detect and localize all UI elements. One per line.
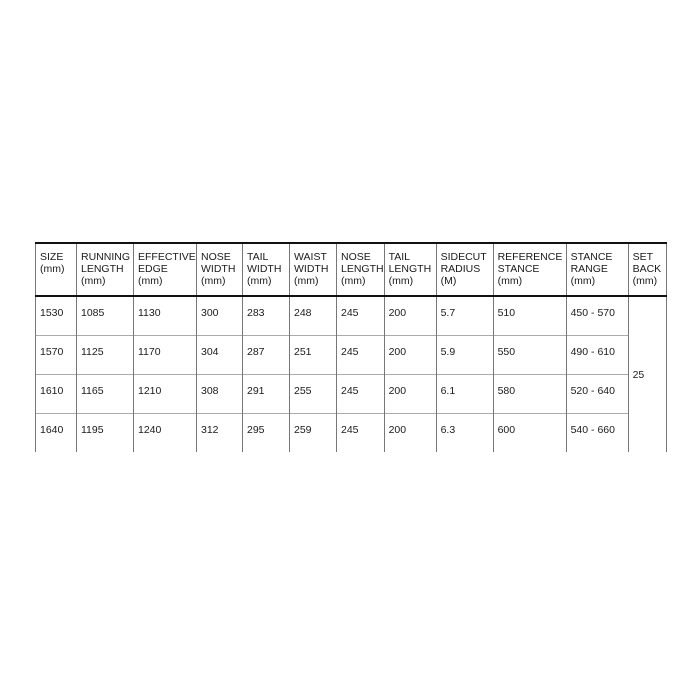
cell-stance-range: 490 - 610 [566, 335, 628, 374]
cell-running-length: 1085 [77, 296, 134, 335]
cell-stance-range: 450 - 570 [566, 296, 628, 335]
cell-tail-length: 200 [384, 413, 436, 452]
cell-nose-width: 300 [197, 296, 243, 335]
header-tail-length: TAIL LENGTH (mm) [384, 243, 436, 296]
cell-nose-width: 304 [197, 335, 243, 374]
header-waist-width: WAIST WIDTH (mm) [290, 243, 337, 296]
cell-reference-stance: 600 [493, 413, 566, 452]
cell-size: 1570 [36, 335, 77, 374]
header-nose-length: NOSE LENGTH (mm) [337, 243, 385, 296]
cell-reference-stance: 510 [493, 296, 566, 335]
header-set-back: SET BACK (mm) [628, 243, 666, 296]
cell-running-length: 1195 [77, 413, 134, 452]
cell-tail-length: 200 [384, 296, 436, 335]
cell-waist-width: 259 [290, 413, 337, 452]
table-row [36, 335, 667, 374]
header-running-length: RUNNING LENGTH (mm) [77, 243, 134, 296]
cell-nose-length: 245 [337, 374, 385, 413]
cell-tail-width: 295 [243, 413, 290, 452]
header-row [36, 243, 667, 296]
cell-sidecut-radius: 5.9 [436, 335, 493, 374]
table-row [36, 296, 667, 335]
cell-set-back: 25 [628, 296, 666, 452]
header-size: SIZE (mm) [36, 243, 77, 296]
cell-running-length: 1165 [77, 374, 134, 413]
cell-tail-width: 291 [243, 374, 290, 413]
cell-effective-edge: 1240 [134, 413, 197, 452]
header-effective-edge: EFFECTIVE EDGE (mm) [134, 243, 197, 296]
cell-waist-width: 255 [290, 374, 337, 413]
cell-size: 1530 [36, 296, 77, 335]
cell-effective-edge: 1170 [134, 335, 197, 374]
cell-stance-range: 520 - 640 [566, 374, 628, 413]
table-row [36, 374, 667, 413]
cell-nose-width: 312 [197, 413, 243, 452]
header-tail-width: TAIL WIDTH (mm) [243, 243, 290, 296]
cell-sidecut-radius: 6.3 [436, 413, 493, 452]
cell-tail-width: 283 [243, 296, 290, 335]
cell-stance-range: 540 - 660 [566, 413, 628, 452]
table-row [36, 413, 667, 452]
cell-tail-length: 200 [384, 374, 436, 413]
cell-nose-length: 245 [337, 413, 385, 452]
cell-sidecut-radius: 5.7 [436, 296, 493, 335]
cell-waist-width: 251 [290, 335, 337, 374]
header-sidecut-radius: SIDECUT RADIUS (M) [436, 243, 493, 296]
header-stance-range: STANCE RANGE (mm) [566, 243, 628, 296]
cell-reference-stance: 550 [493, 335, 566, 374]
cell-effective-edge: 1210 [134, 374, 197, 413]
cell-running-length: 1125 [77, 335, 134, 374]
cell-size: 1610 [36, 374, 77, 413]
cell-tail-length: 200 [384, 335, 436, 374]
cell-sidecut-radius: 6.1 [436, 374, 493, 413]
cell-size: 1640 [36, 413, 77, 452]
cell-nose-length: 245 [337, 296, 385, 335]
header-reference-stance: REFERENCE STANCE (mm) [493, 243, 566, 296]
cell-reference-stance: 580 [493, 374, 566, 413]
cell-nose-length: 245 [337, 335, 385, 374]
cell-waist-width: 248 [290, 296, 337, 335]
cell-tail-width: 287 [243, 335, 290, 374]
snowboard-spec-table [35, 242, 667, 452]
cell-effective-edge: 1130 [134, 296, 197, 335]
header-nose-width: NOSE WIDTH (mm) [197, 243, 243, 296]
cell-nose-width: 308 [197, 374, 243, 413]
